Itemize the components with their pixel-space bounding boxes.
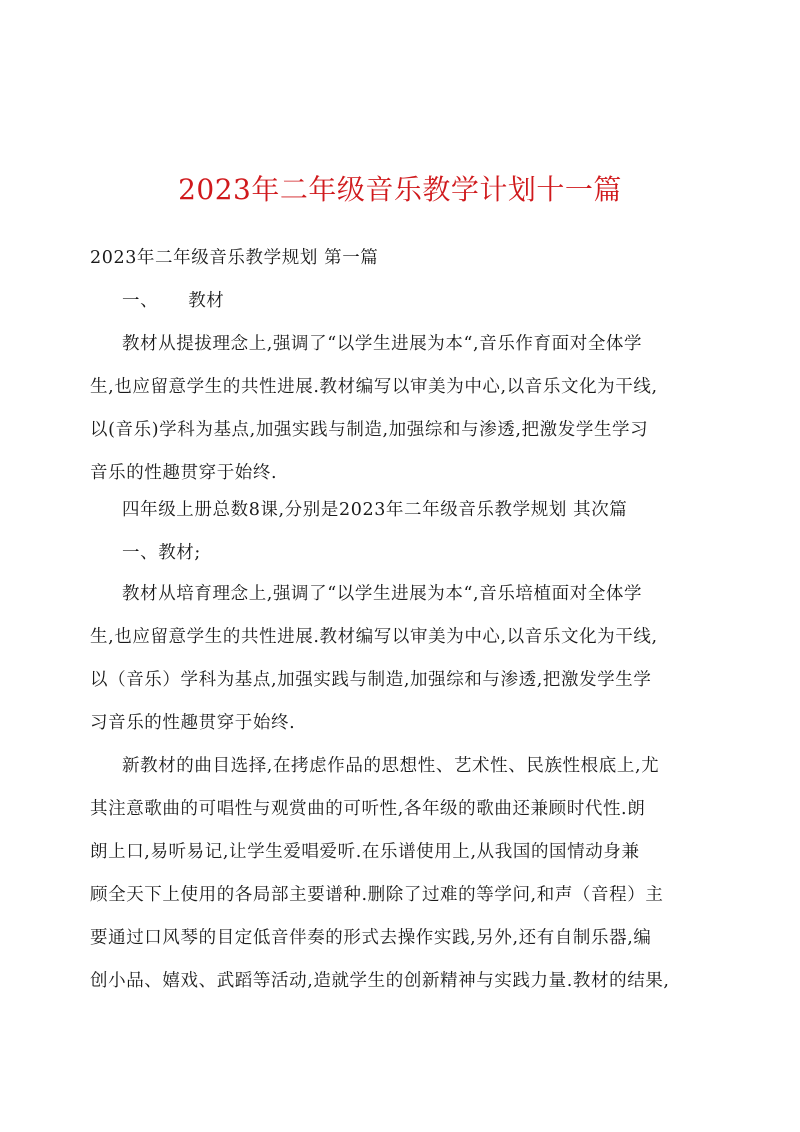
subheading — [122, 287, 762, 315]
paragraph-line: 朗上口,易听易记,让学生爱唱爱听.在乐谱使用上,从我国的国情动身兼 — [90, 842, 640, 862]
subheading: 一、教材; — [122, 543, 201, 563]
paragraph-line: 教材从提拔理念上,强调了“以学生进展为本“,音乐作育面对全体学 — [122, 334, 643, 354]
paragraph-line: 新教材的曲目选择,在拷虑作品的思想性、艺术性、民族性根底上,尤 — [122, 756, 660, 776]
paragraph-line: 习音乐的性趣贯穿于始终. — [90, 713, 296, 733]
subheading-text: 教材 — [188, 291, 225, 311]
document-title: 2023年二年级音乐教学计划十一篇 — [178, 173, 622, 206]
paragraph-line: 生,也应留意学生的共性进展.教材编写以审美为中心,以音乐文化为干线, — [90, 627, 658, 647]
paragraph-line: 其注意歌曲的可唱性与观赏曲的可听性,各年级的歌曲还兼顾时代性.朗 — [90, 799, 646, 819]
paragraph-line: 要通过口风琴的目定低音伴奏的形式去操作实践,另外,还有自制乐器,编 — [90, 928, 652, 948]
subheading-number: 一、 — [122, 291, 159, 311]
paragraph-line: 四年级上册总数8课,分别是2023年二年级音乐教学规划 其次篇 — [122, 500, 628, 520]
paragraph-line: 教材从培育理念上,强调了“以学生进展为本“,音乐培植面对全体学 — [122, 584, 643, 604]
paragraph-line: 以（音乐）学科为基点,加强实践与制造,加强综和与渗透,把激发学生学 — [90, 670, 652, 690]
paragraph-line: 音乐的性趣贯穿于始终. — [90, 463, 278, 483]
paragraph-line: 以(音乐)学科为基点,加强实践与制造,加强综和与渗透,把激发学生学习 — [90, 420, 649, 440]
paragraph-line: 顾全天下上使用的各局部主要谱种.删除了过难的等学问,和声（音程）主 — [90, 885, 664, 905]
paragraph-line: 生,也应留意学生的共性进展.教材编写以审美为中心,以音乐文化为干线, — [90, 377, 658, 397]
section-heading-1: 2023年二年级音乐教学规划 第一篇 — [90, 248, 379, 268]
paragraph-line: 创小品、嬉戏、武蹈等活动,造就学生的创新精神与实践力量.教材的结果, — [90, 971, 670, 991]
